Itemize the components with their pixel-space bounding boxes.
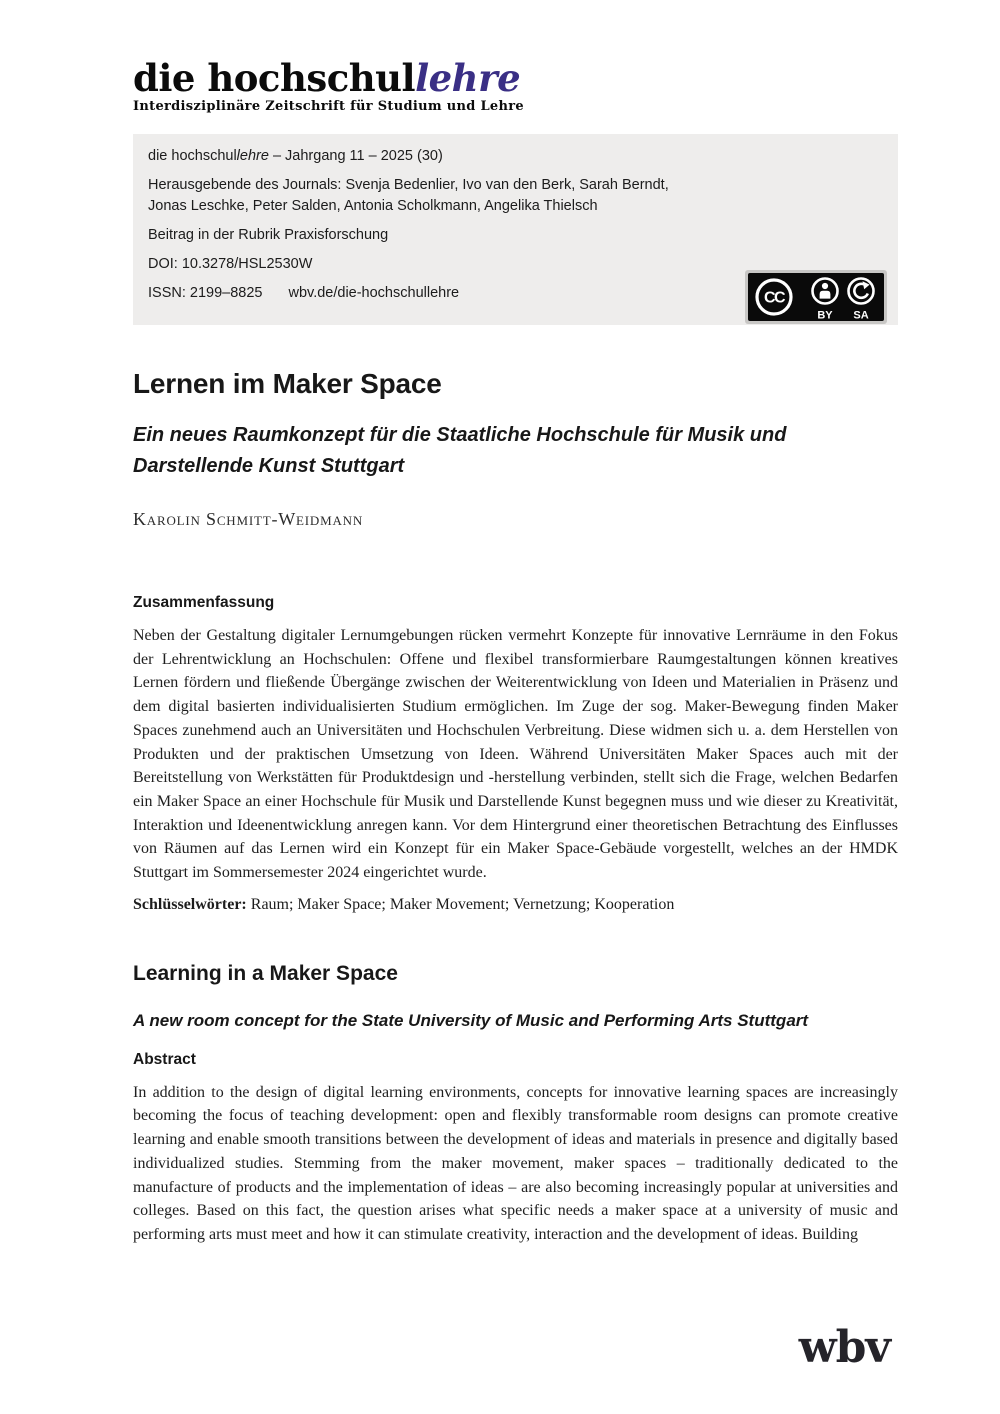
article-subtitle: Ein neues Raumkonzept für die Staatliche Hochschule für Musik und Darstellende Kunst Stuttgart: [133, 424, 787, 477]
german-abstract-text: Neben der Gestaltung digitaler Lernumgebungen rücken vermehrt Konzepte für innovative Lernräume in den Fokus der Lehrentwicklung an Hochschulen: Offene und flexibel transformierbare Raumgestaltungen können kreatives Lernen fördern und fließende Übergänge zwischen der Weiterentwicklung von Ideen und Materialien in Präsenz und dem digital basierten individualisierten Studium ermöglichen. Im Zuge der sog. Maker-Bewegung finden Maker Spaces zunehmend auch an Universitäten und Hochschulen Verbreitung. Diese widmen sich u. a. dem Herstellen von Produkten und der praktischen Umsetzung von Ideen. Während Universitäten Maker Spaces auch mit der Bereitstellung von Werkstätten für Produktdesign und -herstellung verbinden, stellt sich die Frage, welchen Bedarfen ein Maker Space an einer Hochschule für Musik und Darstellende Kunst begegnen muss und wie dieser zu Kreativität, Interaktion und Ideenentwicklung anregen kann. Vor dem Hintergrund einer theoretischen Betrachtung des Einflusses von Räumen auf das Lernen wird ein Konzept für ein Maker Space-Gebäude vorgestellt, welches an der HMDK Stuttgart im Sommersemester 2024 eingerichtet wurde.: [133, 627, 898, 882]
publication-info-box: [133, 134, 898, 325]
journal-ref-prefix: die hochschul: [148, 148, 237, 164]
editors-line-2: Jonas Leschke, Peter Salden, Antonia Scholkmann, Angelika Thielsch: [148, 198, 598, 214]
sa-label: SA: [853, 309, 869, 322]
author-name: Karolin Schmitt-Weidmann: [133, 509, 364, 529]
german-keywords: [133, 896, 898, 914]
journal-masthead: [133, 56, 898, 114]
journal-reference: [148, 146, 883, 167]
journal-logo-subtitle: Interdisziplinäre Zeitschrift für Studium und Lehre: [133, 99, 524, 114]
english-subtitle: A new room concept for the State University of Music and Performing Arts Stuttgart: [133, 1010, 809, 1030]
journal-ref-suffix: – Jahrgang 11 – 2025 (30): [268, 148, 443, 164]
english-abstract-text: In addition to the design of digital learning environments, concepts for innovative learning spaces are increasingly becoming the focus of teaching development: open and flexibly transformable room designs can promote creative learning and enable smooth transitions between the development of ideas and materials in presence and digitally based individualized studies. Stemming from the maker movement, maker spaces – traditionally dedicated to the manufacture of products and the implementation of ideas – are also becoming increasingly popular at universities and colleges. Based on this fact, the question arises what specific needs a maker space at a university of music and performing arts must meet and how it can stimulate creativity, interaction and the development of ideas. Building: [133, 1083, 898, 1243]
publisher-wbv-logo: wbv: [798, 1322, 890, 1373]
journal-logo-main: die hochschul: [133, 56, 416, 100]
rubric-line: Beitrag in der Rubrik Praxisforschung: [148, 227, 389, 243]
issn-value: ISSN: 2199–8825: [148, 285, 263, 301]
svg-text:CC: CC: [763, 289, 785, 307]
keywords-list: Raum; Maker Space; Maker Movement; Vernetzung; Kooperation: [246, 895, 675, 913]
journal-logo-accent: lehre: [415, 56, 521, 100]
page-content: [133, 56, 898, 1247]
english-title: Learning in a Maker Space: [133, 961, 398, 985]
article-title: Lernen im Maker Space: [133, 368, 442, 399]
journal-ref-italic: lehre: [236, 148, 269, 164]
by-label: BY: [817, 309, 833, 322]
cc-by-sa-license-badge[interactable]: [745, 270, 887, 324]
doi-line: DOI: 10.3278/HSL2530W: [148, 256, 313, 272]
english-abstract-heading: Abstract: [133, 1050, 196, 1068]
editors-line-1: Herausgebende des Journals: Svenja Bedenlier, Ivo van den Berk, Sarah Berndt,: [148, 177, 669, 193]
keywords-label: Schlüsselwörter:: [133, 895, 247, 913]
journal-website-link[interactable]: wbv.de/die-hochschullehre: [288, 285, 460, 301]
journal-logo: [133, 56, 898, 100]
german-abstract-heading: Zusammenfassung: [133, 594, 275, 611]
